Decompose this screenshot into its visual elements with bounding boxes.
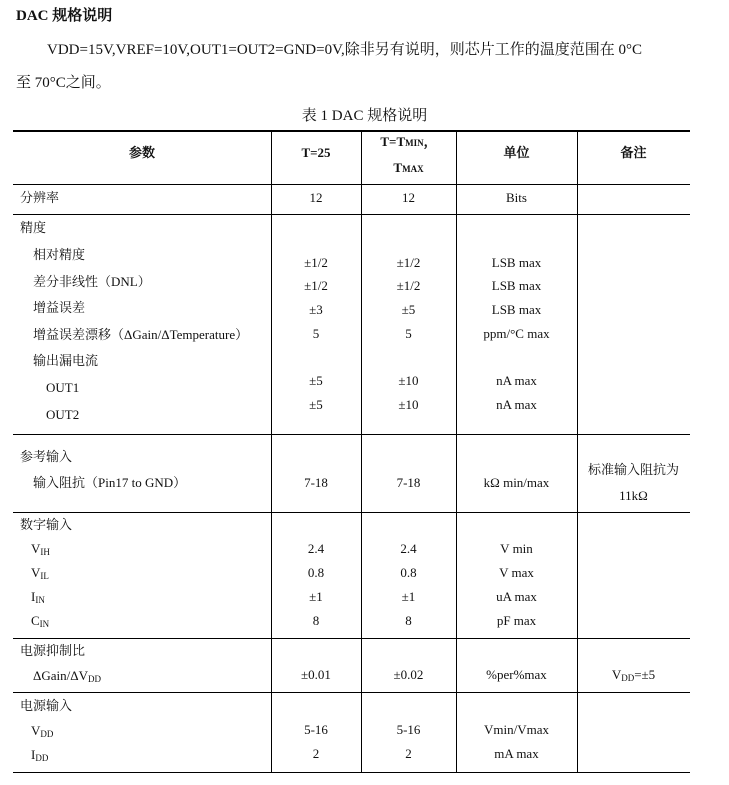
power-item-trange: 2 [405, 746, 412, 761]
power-item-unit: mA max [494, 746, 539, 761]
digital-item-label [31, 613, 49, 632]
reference-t25: 7-18 [304, 475, 328, 490]
digital-item-unit: V min [500, 541, 533, 556]
reference-impedance-label: 输入阻抗（Pin17 to GND） [33, 475, 187, 490]
digital-item-subscript: IN [39, 619, 50, 629]
power-item-symbol: I [31, 747, 36, 762]
out1-trange: ±10 [398, 373, 419, 388]
accuracy-item-t25: 5 [312, 326, 320, 341]
out2-trange: ±10 [398, 397, 419, 412]
psrr-trange: ±0.02 [393, 667, 424, 682]
digital-item-trange: ±1 [401, 589, 416, 604]
psrr-item-subscript: DD [88, 674, 101, 684]
table-rule [13, 434, 690, 435]
power-item-subscript: DD [35, 753, 49, 763]
header-tmin-sep: ， [423, 134, 437, 149]
accuracy-item-t25: ±3 [309, 302, 323, 317]
table-caption: 表 1 DAC 规格说明 [301, 108, 428, 124]
accuracy-item-trange: ±5 [401, 302, 416, 317]
group-accuracy-label: 精度 [20, 220, 47, 235]
psrr-item-label [33, 668, 101, 687]
digital-item-unit: V max [499, 565, 534, 580]
power-item-t25: 2 [312, 746, 320, 761]
psrr-t25: ±0.01 [301, 667, 331, 682]
table-rule [13, 130, 690, 132]
digital-item-trange: 8 [405, 613, 412, 628]
table-rule [13, 692, 690, 693]
digital-item-symbol: C [31, 613, 40, 628]
digital-item-trange: 0.8 [400, 565, 417, 580]
reference-unit: kΩ min/max [483, 475, 550, 490]
accuracy-item-unit: LSB max [491, 278, 542, 293]
out2-label: OUT2 [46, 407, 80, 422]
psrr-note [577, 667, 690, 686]
digital-item-symbol: V [31, 565, 41, 580]
digital-item-unit: uA max [496, 589, 537, 604]
out1-unit: nA max [496, 373, 537, 388]
power-item-t25: 5-16 [304, 722, 328, 737]
digital-item-t25: 0.8 [307, 565, 325, 580]
row-resolution-t25: 12 [309, 190, 323, 205]
power-item-label [31, 723, 53, 742]
group-psrr-label: 电源抑制比 [20, 643, 86, 658]
intro-line-2: 至 70°C之间。 [16, 75, 111, 91]
digital-item-symbol: I [31, 589, 36, 604]
group-digital-label: 数字输入 [20, 517, 73, 532]
reference-note-line2: 11kΩ [619, 488, 648, 503]
group-power-label: 电源输入 [20, 698, 73, 713]
row-resolution-trange: 12 [402, 190, 415, 205]
row-resolution-label: 分辨率 [20, 190, 60, 205]
table-rule [13, 772, 690, 773]
psrr-unit: %per%max [486, 667, 547, 682]
reference-note-line1: 标准输入阻抗为 [587, 462, 679, 477]
header-param: 参数 [128, 145, 155, 160]
accuracy-item-unit: ppm/°C max [483, 326, 550, 341]
accuracy-item-unit: LSB max [491, 302, 542, 317]
power-item-trange: 5-16 [396, 722, 421, 737]
psrr-item-symbol: ΔGain/ΔV [33, 668, 88, 683]
digital-item-symbol: V [31, 541, 41, 556]
accuracy-item-trange: 5 [405, 326, 412, 341]
digital-item-trange: 2.4 [400, 541, 417, 556]
power-item-label [31, 747, 48, 766]
table-rule [13, 214, 690, 215]
accuracy-item-label: 增益误差漂移（ΔGain/ΔTemperature） [33, 327, 249, 342]
header-tmax-sub: MAX [402, 164, 424, 174]
digital-item-unit: pF max [496, 613, 537, 628]
digital-item-subscript: IL [40, 571, 49, 581]
power-item-subscript: DD [40, 729, 54, 739]
group-reference-label: 参考输入 [20, 449, 73, 464]
section-heading: DAC 规格说明 [16, 8, 113, 24]
psrr-note-value: =±5 [634, 667, 656, 682]
digital-item-t25: ±1 [309, 589, 323, 604]
digital-item-t25: 8 [312, 613, 320, 628]
header-tmin-sub: MIN [405, 138, 424, 148]
table-rule [13, 184, 690, 185]
accuracy-item-label: 增益误差 [33, 300, 86, 315]
accuracy-item-trange: ±1/2 [396, 255, 421, 270]
accuracy-item-unit: LSB max [491, 255, 542, 270]
digital-item-subscript: IH [40, 547, 50, 557]
digital-item-subscript: IN [35, 595, 45, 605]
table-rule [13, 512, 690, 513]
psrr-note-symbol: V [611, 667, 622, 682]
digital-item-label [31, 541, 50, 560]
intro-line-1: VDD=15V,VREF=10V,OUT1=OUT2=GND=0V,除非另有说明，则芯片工作的温度范围在 0°C [47, 42, 642, 58]
header-note: 备注 [620, 145, 647, 160]
accuracy-item-label: 相对精度 [33, 247, 86, 262]
accuracy-item-t25: ±1/2 [304, 278, 328, 293]
header-tmax [361, 160, 456, 177]
header-tmax-prefix: T [393, 160, 403, 175]
digital-item-label [31, 565, 49, 584]
header-t25: T=25 [301, 145, 331, 160]
power-item-unit: Vmin/Vmax [484, 722, 549, 737]
out1-label: OUT1 [46, 380, 80, 395]
row-resolution-unit: Bits [506, 190, 527, 205]
header-tmin-prefix: T=T [380, 134, 406, 149]
digital-item-label [31, 589, 45, 608]
header-unit: 单位 [503, 145, 530, 160]
accuracy-item-t25: ±1/2 [304, 255, 328, 270]
out2-unit: nA max [496, 397, 537, 412]
table-rule [13, 638, 690, 639]
out2-t25: ±5 [309, 397, 323, 412]
leakage-label: 输出漏电流 [33, 353, 99, 368]
accuracy-item-label: 差分非线性（DNL） [33, 274, 151, 289]
accuracy-item-trange: ±1/2 [396, 278, 421, 293]
digital-item-t25: 2.4 [307, 541, 325, 556]
header-tminmax [361, 134, 456, 151]
power-item-symbol: V [31, 723, 41, 738]
psrr-note-subscript: DD [621, 673, 635, 683]
out1-t25: ±5 [309, 373, 323, 388]
reference-trange: 7-18 [396, 475, 421, 490]
